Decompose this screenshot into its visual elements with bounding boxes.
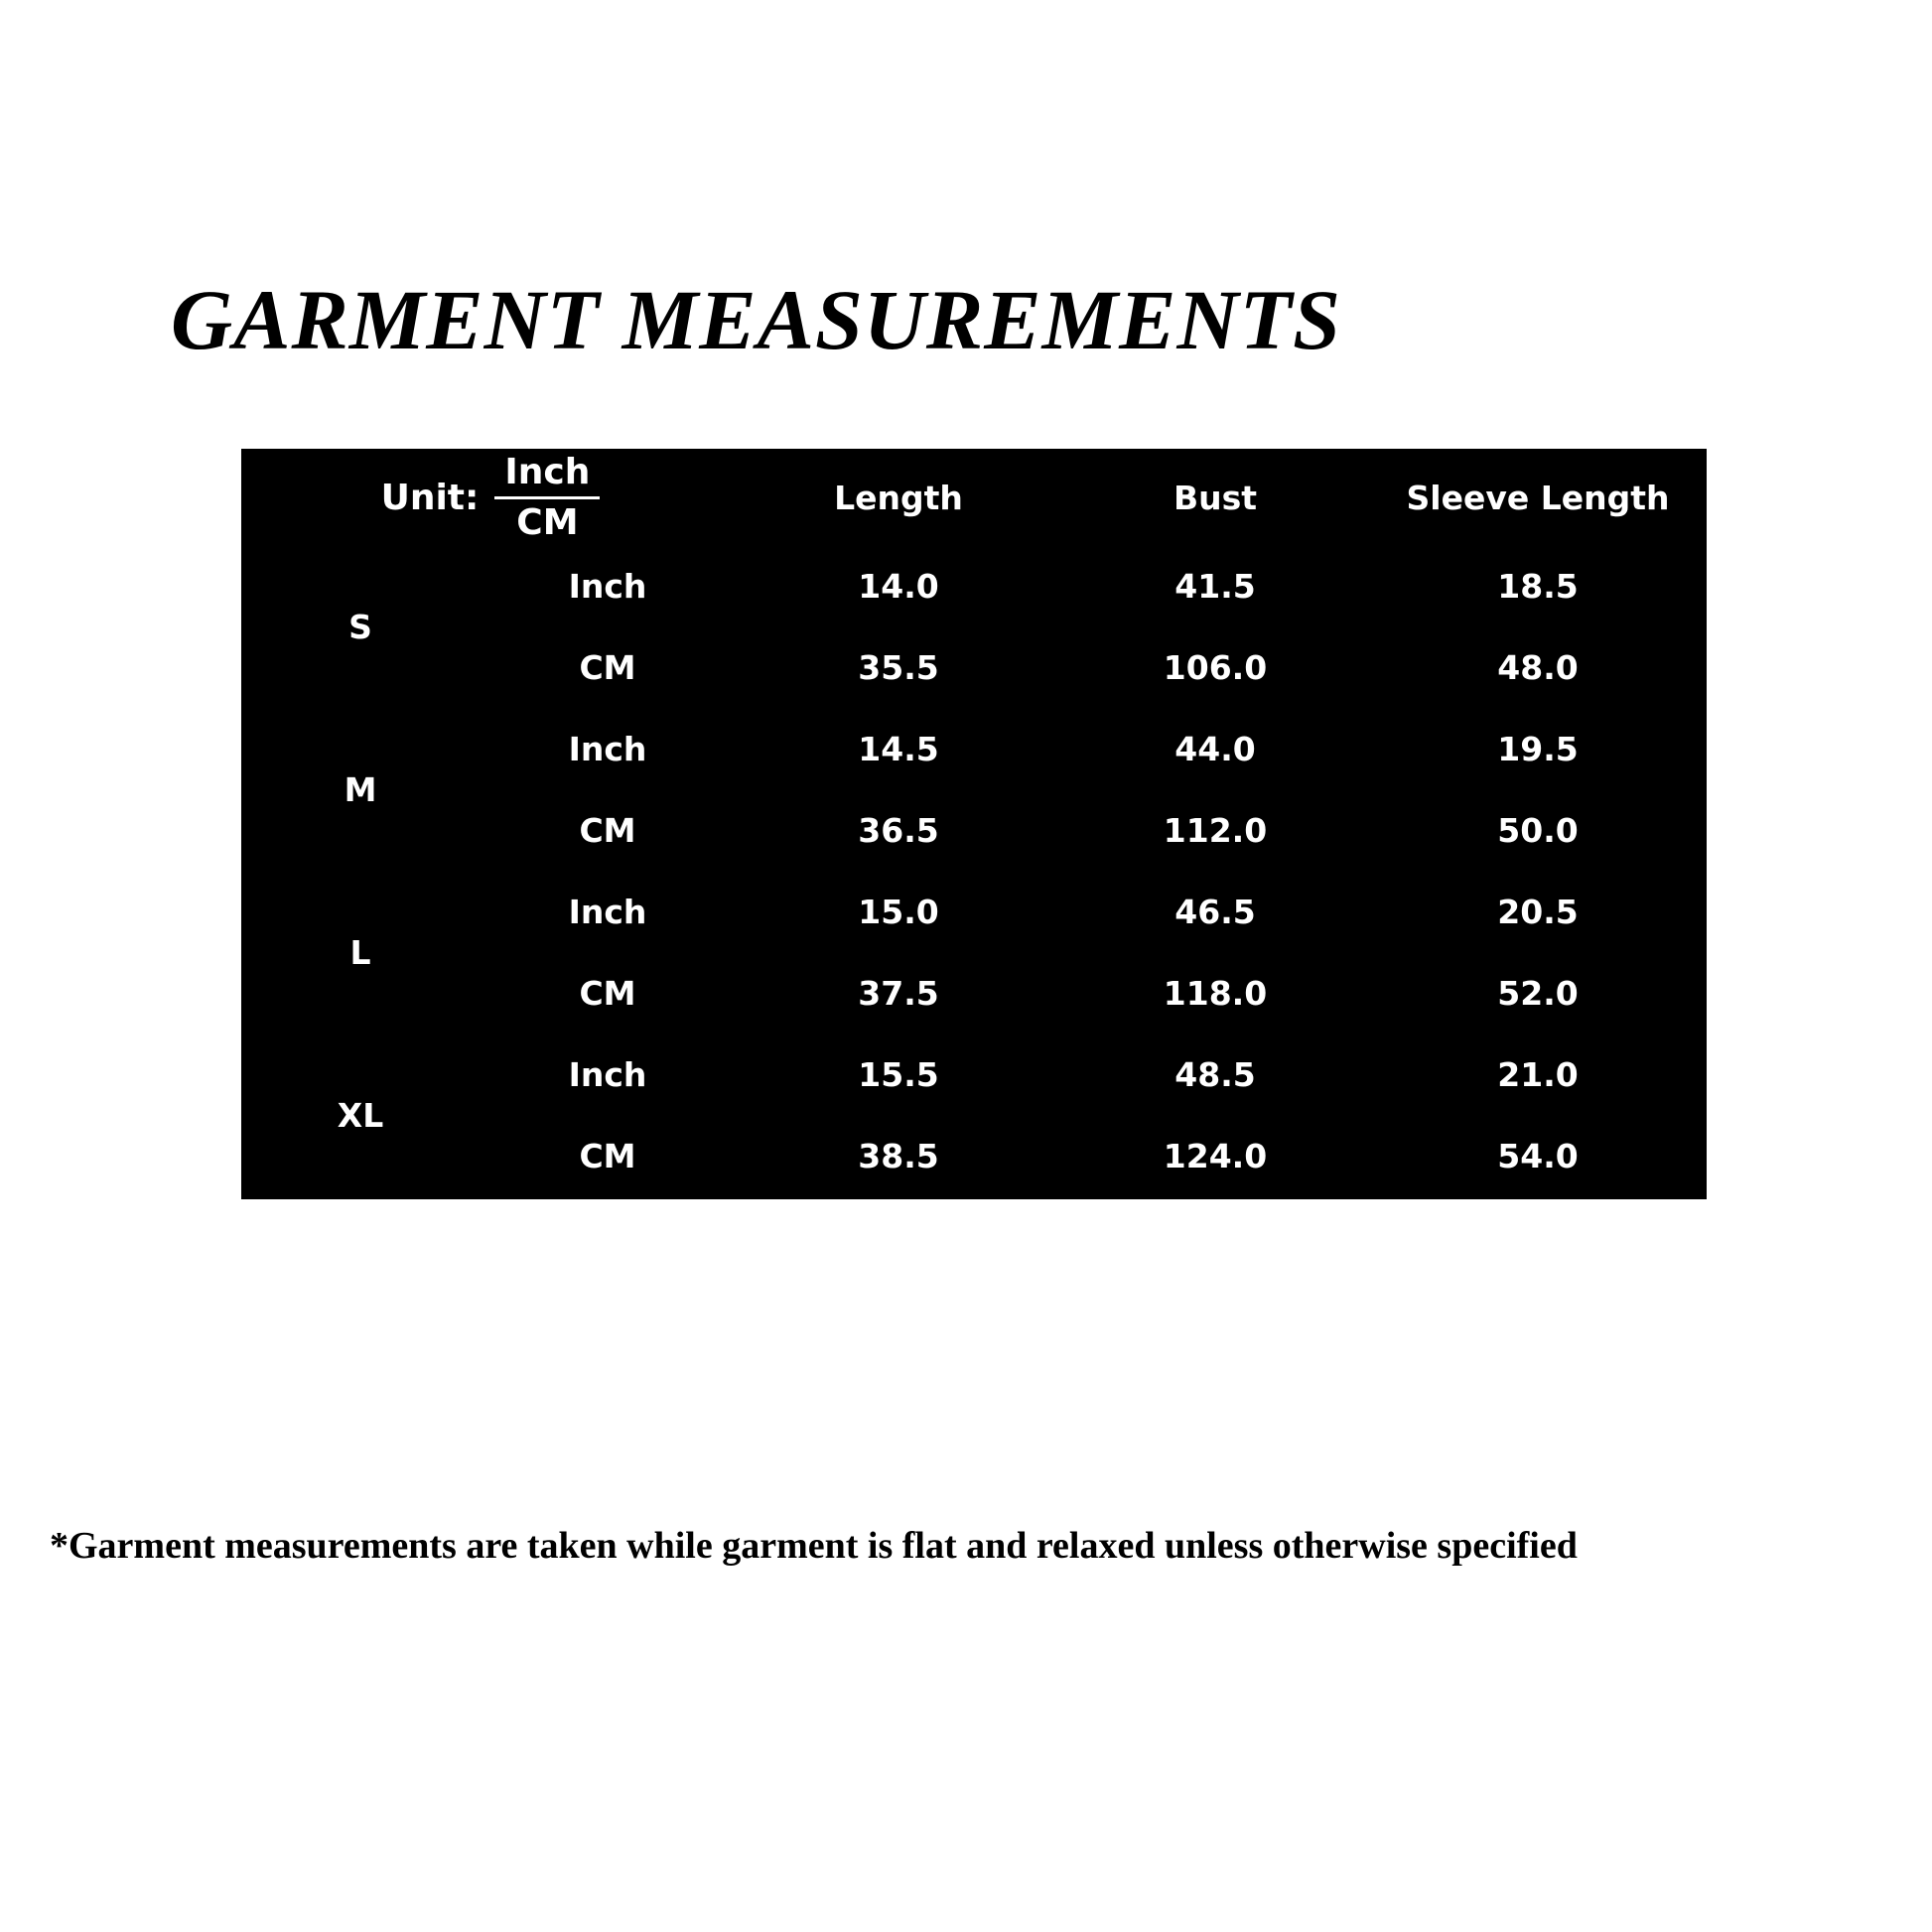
cell-bust: 124.0 <box>1061 1118 1369 1195</box>
unit-fraction-denominator: CM <box>516 502 579 544</box>
cell-sleeve: 54.0 <box>1373 1118 1703 1195</box>
cell-bust: 106.0 <box>1061 629 1369 707</box>
cell-sleeve: 18.5 <box>1373 548 1703 625</box>
table-row <box>245 711 1703 788</box>
cell-sleeve: 20.5 <box>1373 874 1703 951</box>
size-label-m: M <box>245 711 476 870</box>
cell-sleeve: 48.0 <box>1373 629 1703 707</box>
cell-length: 15.0 <box>740 874 1057 951</box>
cell-length: 38.5 <box>740 1118 1057 1195</box>
unit-header-cell <box>245 453 736 544</box>
column-header-length: Length <box>740 453 1057 544</box>
cell-length: 15.5 <box>740 1036 1057 1114</box>
unit-fraction <box>494 453 600 544</box>
cell-length: 14.0 <box>740 548 1057 625</box>
table-header-row <box>245 453 1703 544</box>
row-unit-label: CM <box>480 955 736 1033</box>
cell-bust: 44.0 <box>1061 711 1369 788</box>
row-unit-label: Inch <box>480 711 736 788</box>
row-unit-label: CM <box>480 792 736 870</box>
measurements-table-container <box>241 449 1683 1199</box>
row-unit-label: Inch <box>480 548 736 625</box>
cell-sleeve: 50.0 <box>1373 792 1703 870</box>
cell-sleeve: 21.0 <box>1373 1036 1703 1114</box>
row-unit-label: Inch <box>480 874 736 951</box>
row-unit-label: CM <box>480 1118 736 1195</box>
size-label-xl: XL <box>245 1036 476 1195</box>
table-row <box>245 874 1703 951</box>
size-label-s: S <box>245 548 476 707</box>
measurements-table <box>241 449 1707 1199</box>
table-row <box>245 548 1703 625</box>
table-row <box>245 1036 1703 1114</box>
cell-bust: 46.5 <box>1061 874 1369 951</box>
cell-length: 37.5 <box>740 955 1057 1033</box>
cell-sleeve: 19.5 <box>1373 711 1703 788</box>
page-title: GARMENT MEASUREMENTS <box>171 272 1341 367</box>
cell-bust: 118.0 <box>1061 955 1369 1033</box>
cell-bust: 41.5 <box>1061 548 1369 625</box>
cell-length: 14.5 <box>740 711 1057 788</box>
cell-bust: 48.5 <box>1061 1036 1369 1114</box>
column-header-sleeve-length: Sleeve Length <box>1373 453 1703 544</box>
cell-length: 35.5 <box>740 629 1057 707</box>
size-label-l: L <box>245 874 476 1033</box>
cell-length: 36.5 <box>740 792 1057 870</box>
unit-label: Unit: <box>380 478 480 519</box>
column-header-bust: Bust <box>1061 453 1369 544</box>
row-unit-label: Inch <box>480 1036 736 1114</box>
cell-sleeve: 52.0 <box>1373 955 1703 1033</box>
row-unit-label: CM <box>480 629 736 707</box>
cell-bust: 112.0 <box>1061 792 1369 870</box>
unit-fraction-numerator: Inch <box>494 453 600 499</box>
footnote: *Garment measurements are taken while garment is flat and relaxed unless otherwise specified <box>50 1525 1578 1567</box>
